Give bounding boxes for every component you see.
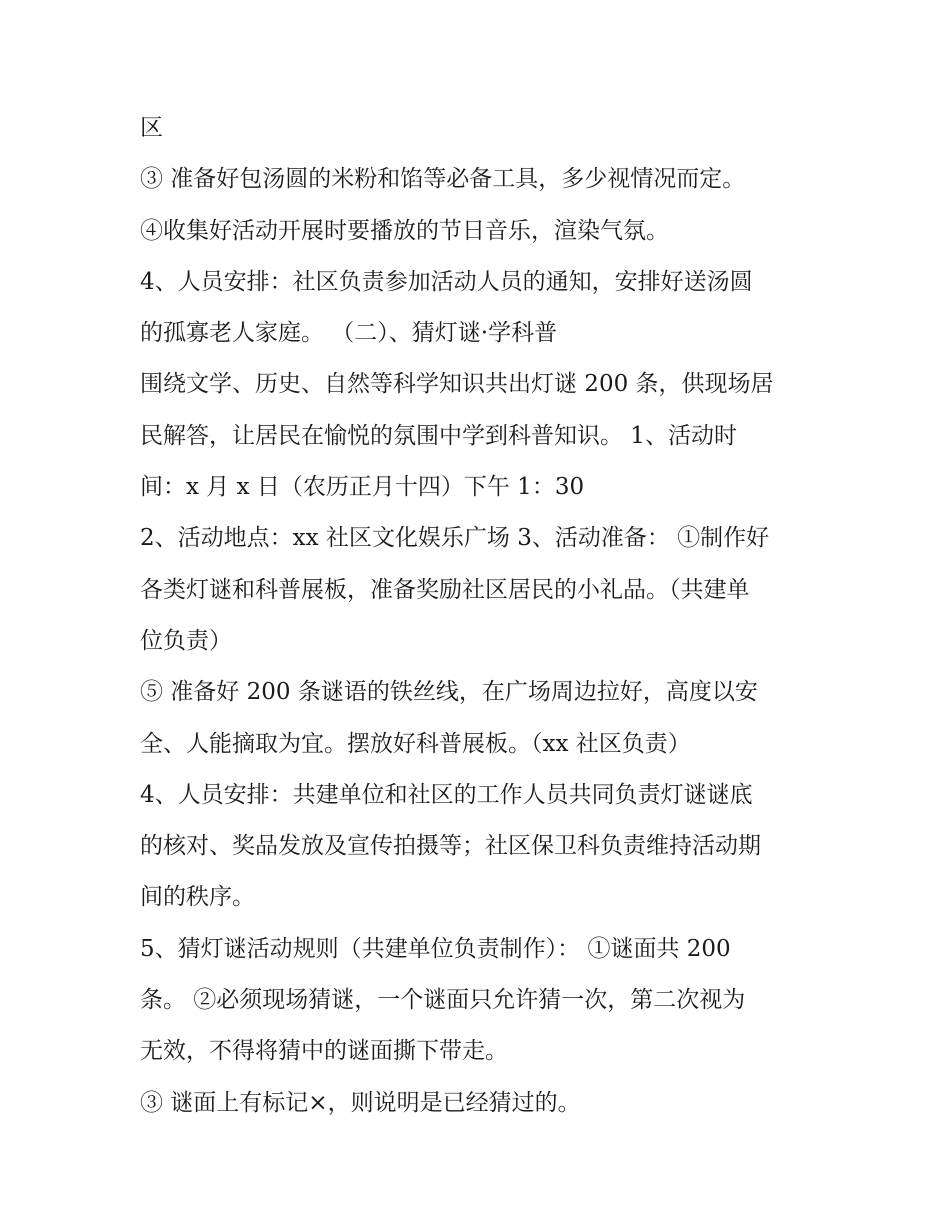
text-line: 全、人能摘取为宜。摆放好科普展板。（xx 社区负责）	[140, 730, 691, 757]
text-line: 各类灯谜和科普展板，准备奖励社区居民的小礼品。（共建单	[140, 576, 750, 603]
text-line: 无效，不得将猜中的谜面撕下带走。	[140, 1038, 508, 1065]
text-line: 民解答，让居民在愉悦的氛围中学到科普知识。 1、活动时	[140, 422, 737, 449]
text-line: 2、活动地点：xx 社区文化娱乐广场 3、活动准备： ①制作好	[140, 525, 770, 552]
text-line: ③ 准备好包汤圆的米粉和馅等必备工具，多少视情况而定。	[140, 166, 746, 193]
text-line: 4、人员安排：共建单位和社区的工作人员共同负责灯谜谜底	[140, 781, 753, 808]
text-line: ④收集好活动开展时要播放的节日音乐，渲染气氛。	[140, 217, 669, 244]
text-line: 4、人员安排：社区负责参加活动人员的通知，安排好送汤圆	[140, 268, 753, 295]
text-line: 5、猜灯谜活动规则（共建单位负责制作）： ①谜面共 200	[140, 935, 731, 962]
text-line: 条。 ②必须现场猜谜，一个谜面只允许猜一次，第二次视为	[140, 987, 746, 1014]
text-line: 间的秩序。	[140, 884, 255, 911]
text-line: 的核对、奖品发放及宣传拍摄等；社区保卫科负责维持活动期	[140, 833, 761, 860]
text-line: ⑤ 准备好 200 条谜语的铁丝线，在广场周边拉好，高度以安	[140, 679, 758, 706]
text-line: 位负责）	[140, 627, 232, 654]
document-body	[140, 103, 820, 1129]
text-line: 围绕文学、历史、自然等科学知识共出灯谜 200 条，供现场居	[140, 371, 774, 398]
text-line: ③ 谜面上有标记×，则说明是已经猜过的。	[140, 1089, 581, 1116]
text-line: 的孤寡老人家庭。 （二）、猜灯谜·学科普	[140, 320, 558, 347]
text-line: 间：x 月 x 日（农历正月十四）下午 1：30	[140, 474, 585, 501]
text-line: 区	[140, 115, 163, 141]
